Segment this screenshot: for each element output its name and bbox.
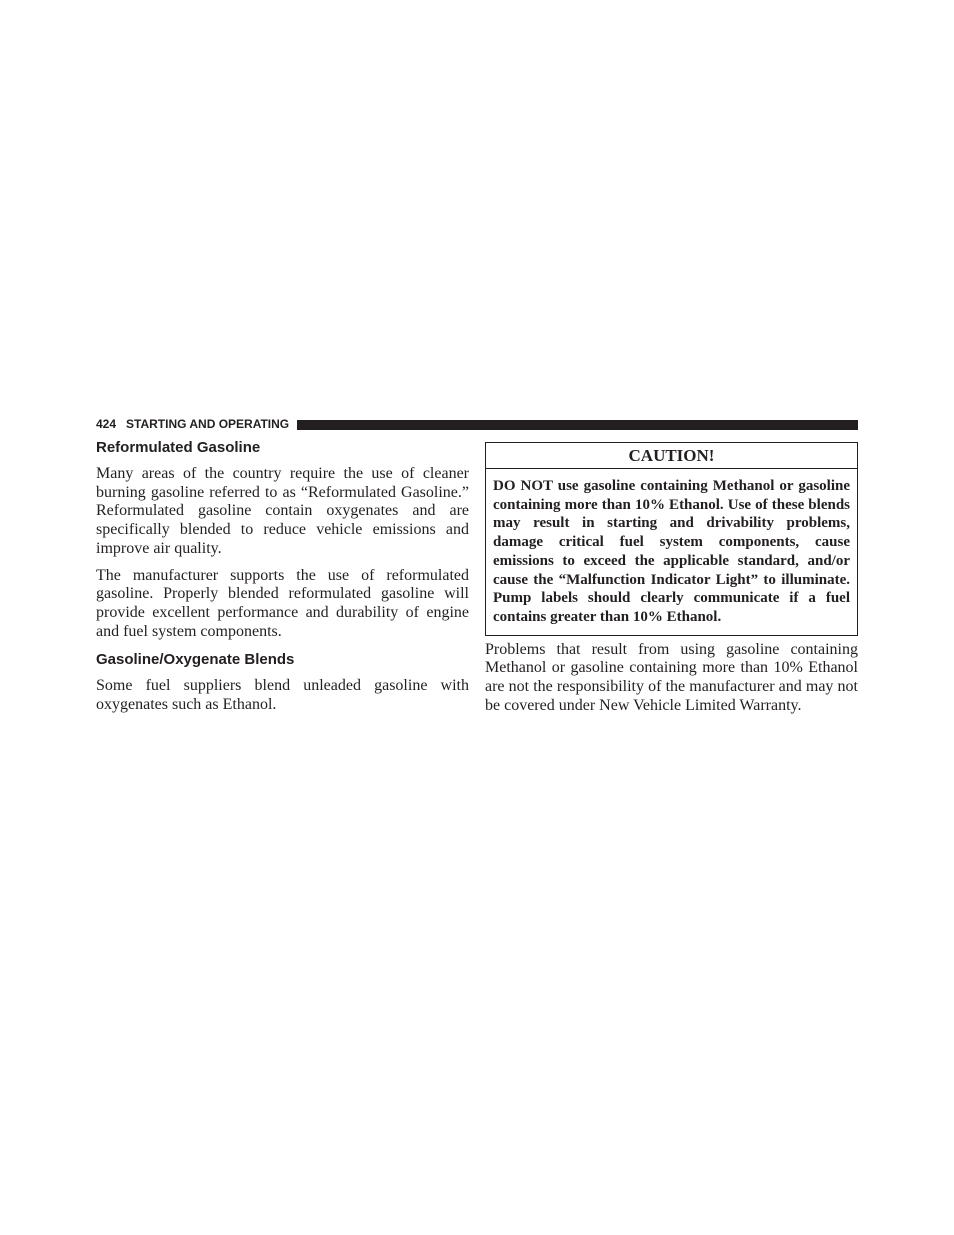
left-column [96, 438, 469, 715]
caution-box [485, 442, 858, 636]
header-rule-bar [297, 420, 858, 430]
section-title: STARTING AND OPERATING [126, 417, 290, 431]
heading-reformulated-gasoline: Reformulated Gasoline [96, 439, 261, 456]
page-header [96, 416, 858, 432]
caution-text: DO NOT use gasoline containing Methanol or gasoline containing more than 10% Ethanol. Use of these blends may result in starting and drivability problems, damage critical fuel system components, cause emissions to exceed the applicable standard, and/or cause the “Malfunction Indicator Light” to illuminate. Pump labels should clearly communicate if a fuel contains greater than 10% Ethanol. [493, 478, 850, 625]
caution-title: CAUTION! [486, 443, 857, 469]
paragraph-warranty-note: Problems that result from using gasoline containing Methanol or gasoline containing more than 10% Ethanol are not the responsibility of the manufacturer and may not be covered under New Vehicle Limited Warranty. [485, 640, 858, 714]
paragraph-manufacturer-support: The manufacturer supports the use of reformulated gasoline. Properly blended reformulated gasoline will provide excellent performance and durability of engine and fuel system components. [96, 566, 469, 640]
paragraph-fuel-suppliers: Some fuel suppliers blend unleaded gasoline with oxygenates such as Ethanol. [96, 677, 469, 714]
right-column [485, 438, 858, 715]
heading-oxygenate-blends: Gasoline/Oxygenate Blends [96, 651, 295, 669]
paragraph-reformulated-intro: Many areas of the country require the use of cleaner burning gasoline referred to as “Reformulated Gasoline.” Reformulated gasoline contain oxygenates and are specifically blended to reduce vehicle emissions and improve air quality. [96, 465, 469, 557]
page-number: 424 [96, 417, 117, 431]
